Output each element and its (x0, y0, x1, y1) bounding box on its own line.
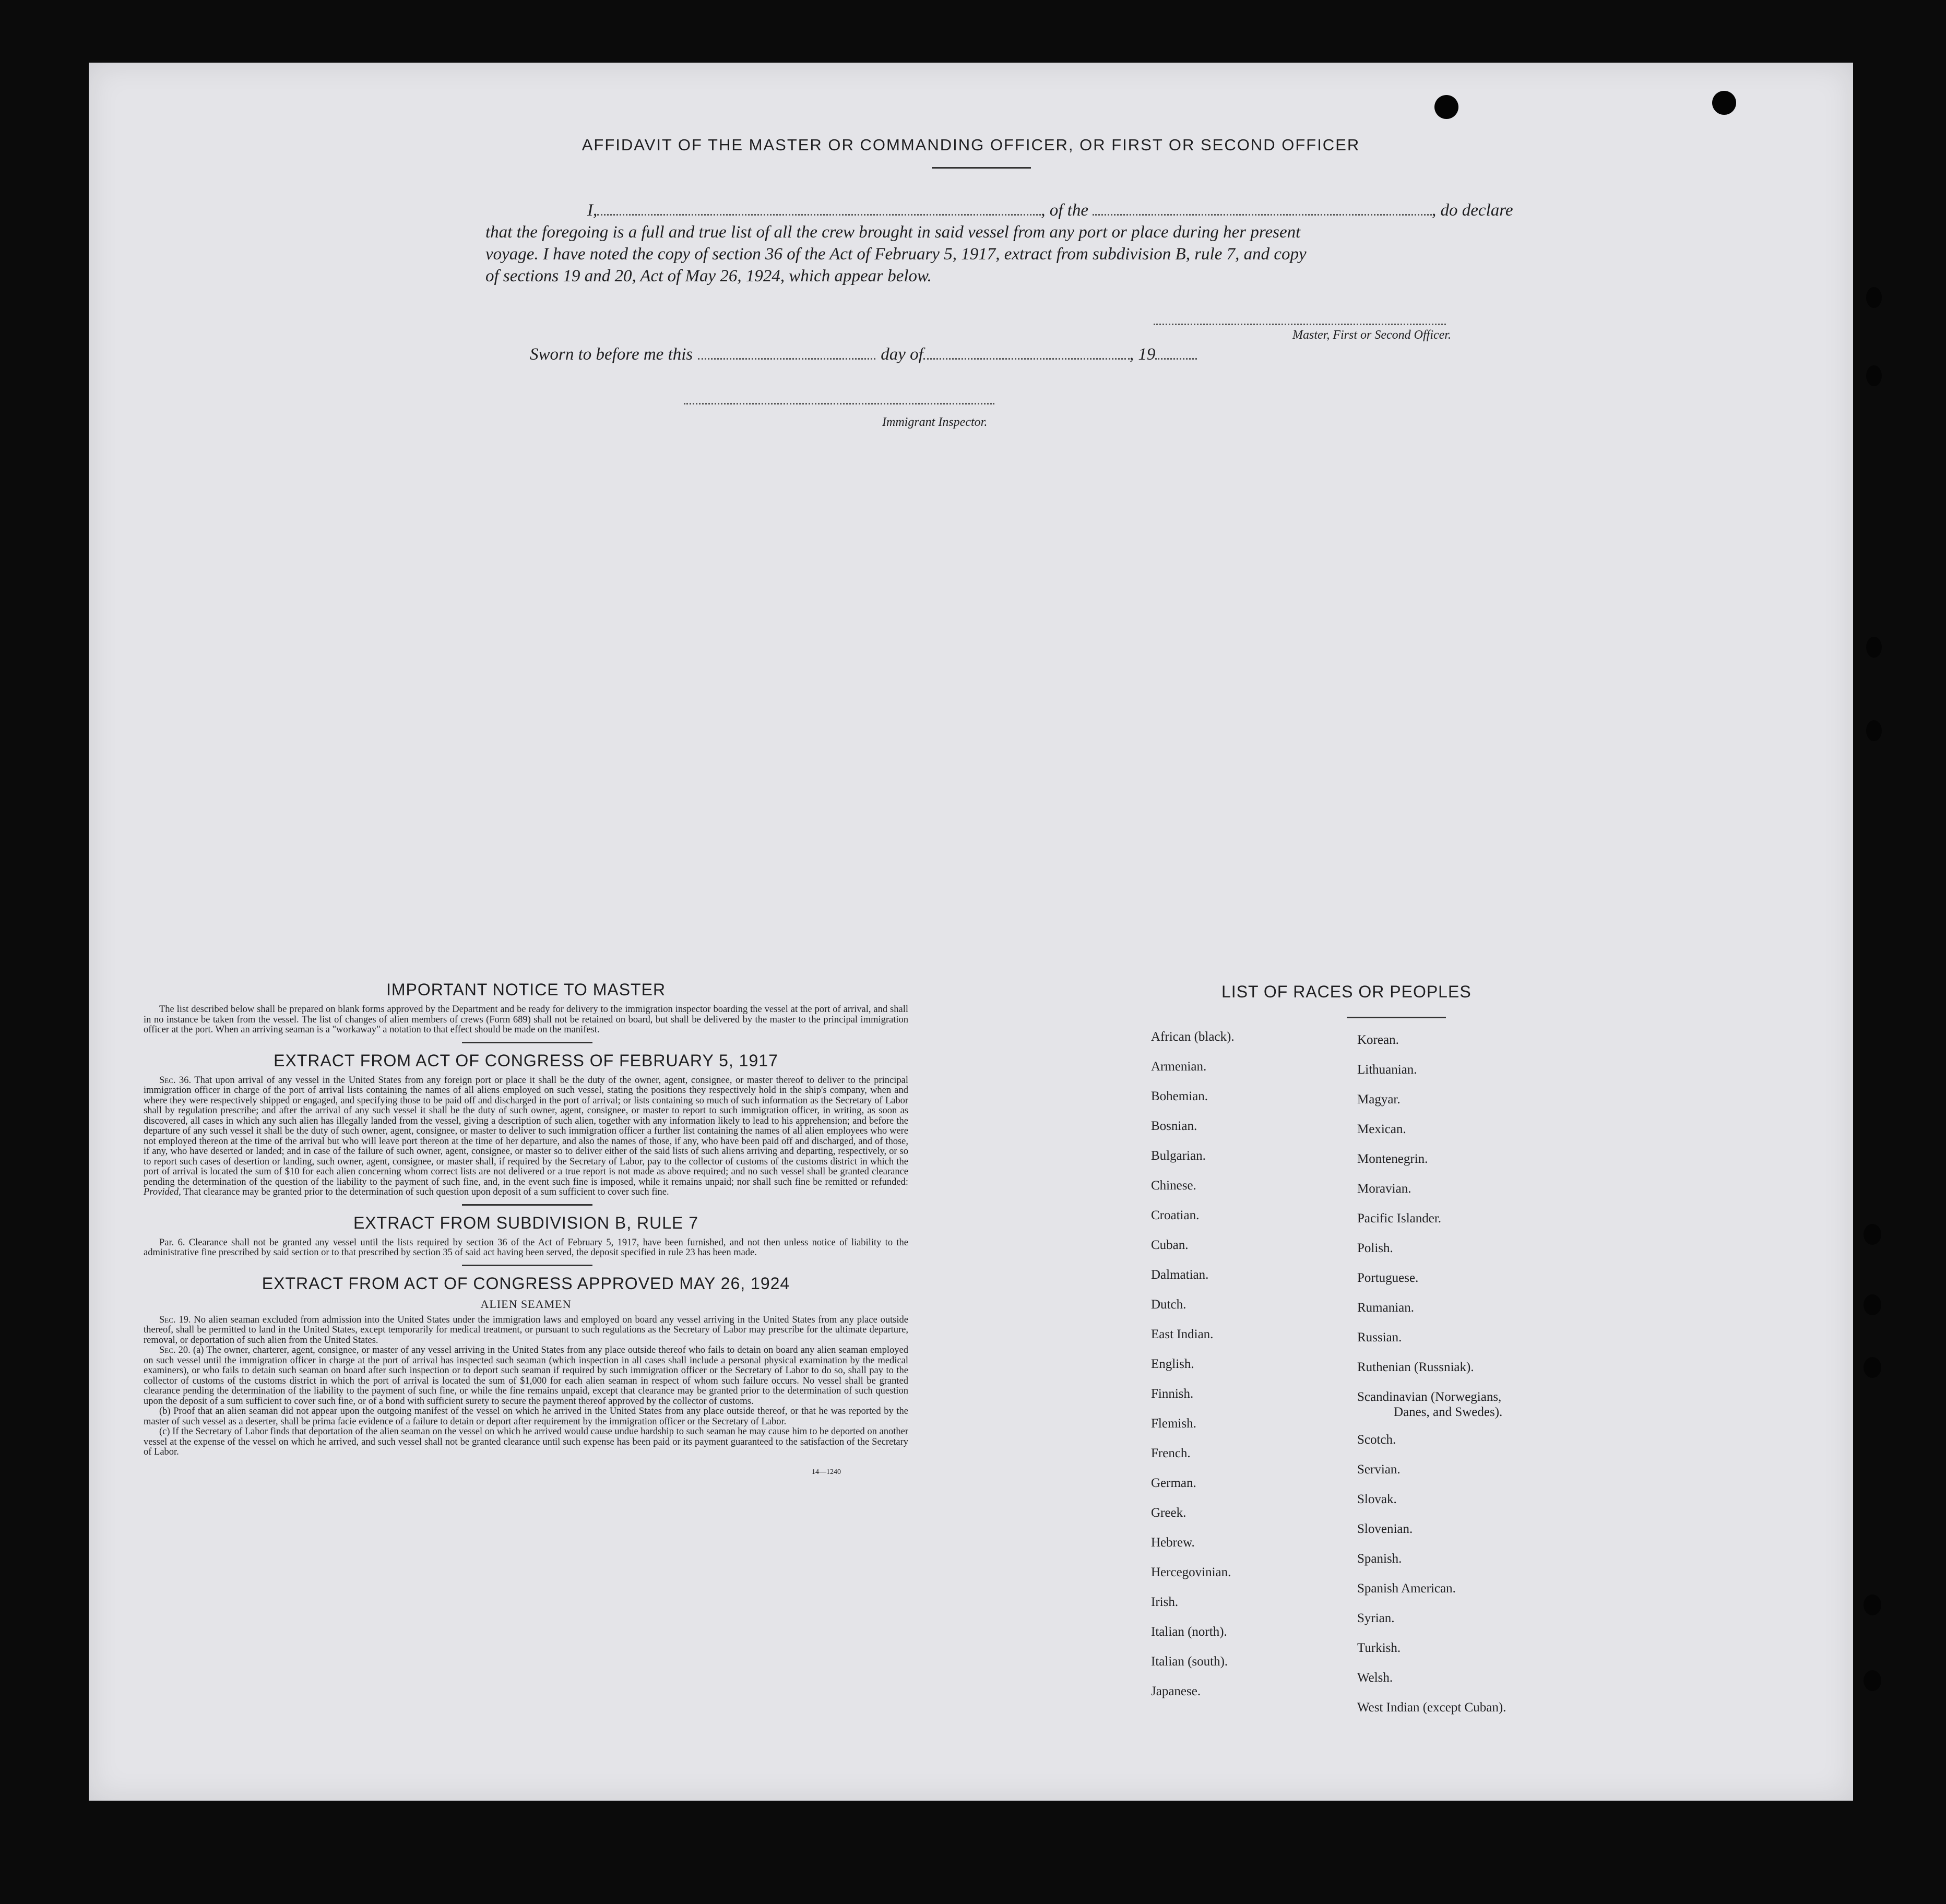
race-item: Moravian. (1357, 1182, 1411, 1196)
document-page (89, 63, 1853, 1801)
race-item: Turkish. (1357, 1641, 1401, 1655)
form-number: 14—1240 (812, 1468, 841, 1476)
race-item: Danes, and Swedes). (1394, 1405, 1503, 1419)
punch-hole (1866, 287, 1882, 308)
race-item: Finnish. (1151, 1387, 1194, 1401)
race-item: Bohemian. (1151, 1089, 1208, 1103)
race-item: Greek. (1151, 1506, 1186, 1520)
race-item: Italian (south). (1151, 1655, 1228, 1669)
races-title: LIST OF RACES OR PEOPLES (1221, 982, 1472, 1001)
divider (462, 1265, 592, 1266)
race-item: Mexican. (1357, 1122, 1406, 1136)
punch-hole (1866, 720, 1882, 741)
race-item: Flemish. (1151, 1417, 1196, 1431)
punch-hole (1864, 1294, 1881, 1315)
sworn-day-field[interactable] (698, 358, 875, 360)
section-19-paragraph (144, 1315, 908, 1346)
divider (1347, 1017, 1446, 1018)
punch-hole (1866, 637, 1882, 658)
race-item: Welsh. (1357, 1671, 1393, 1685)
punch-hole (1864, 1357, 1881, 1378)
race-item: Dutch. (1151, 1298, 1186, 1312)
punch-hole (1866, 365, 1882, 386)
extract-1924-text (144, 1315, 908, 1458)
notice-text: The list described below shall be prepared on blank forms approved by the Department and be ready for delivery to the immigration inspector boarding the vessel at the port of arrival, and shall in no instance be taken from the vessel. The list of changes of alien members of crews (Form 689) shall not be retained on board, but shall be delivered by the master to the principal immigration officer at the port. When an arriving seaman is a "workaway" a notation to that effect should be made on the manifest. (144, 1004, 908, 1035)
punch-hole (1864, 1670, 1881, 1691)
proviso-body: That clearance may be granted prior to the determination of such question upon deposit of a sum sufficient to cover such fine. (183, 1187, 669, 1197)
races-left-column (1151, 1029, 1349, 1713)
race-item: Bulgarian. (1151, 1149, 1206, 1163)
section-19-body: No alien seaman excluded from admission into the United States under the immigration laws and employed on board any vessel arriving in the United States from any place outside thereof, shall be permitted to land in the United States, except temporarily for medical treatment, or pursuant to such regulations as the Secretary of Labor may prescribe for the ultimate departure, removal, or deportation of such alien from the United States. (144, 1314, 909, 1346)
master-signature-block (1154, 324, 1451, 342)
race-item: Hercegovinian. (1151, 1565, 1231, 1579)
master-signature-label: Master, First or Second Officer. (1292, 328, 1451, 342)
declaration-line-1 (485, 199, 1571, 221)
alien-seamen-subtitle: ALIEN SEAMEN (480, 1297, 572, 1311)
day-of-label: day of (881, 345, 923, 364)
race-item: Italian (north). (1151, 1625, 1227, 1639)
extract-1917-text (144, 1076, 908, 1198)
inspector-label: Immigrant Inspector. (882, 415, 988, 429)
race-item: Spanish American. (1357, 1581, 1456, 1596)
declarant-prefix: I, (587, 201, 598, 220)
declarant-name-field[interactable] (597, 214, 1041, 216)
race-item: East Indian. (1151, 1327, 1214, 1341)
race-item: German. (1151, 1476, 1196, 1490)
section-20c-paragraph: (c) If the Secretary of Labor finds that deportation of the alien seaman on the vessel on which he arrived would cause undue hardship to such seaman he may cause him to be deported on another vessel at the expense of the vessel on which he arrived, and such vessel shall not be granted clearance until such expense has been paid or its payment guaranteed to the satisfaction of the Secretary of Labor. (144, 1426, 908, 1457)
race-item: Polish. (1357, 1241, 1393, 1255)
punch-hole (1864, 1224, 1881, 1245)
race-item: Scandinavian (Norwegians, (1357, 1390, 1502, 1404)
section-20a-paragraph (144, 1346, 908, 1407)
master-signature-field[interactable] (1154, 324, 1446, 325)
race-item: English. (1151, 1357, 1194, 1371)
section-19-label: Sec. 19. (159, 1314, 191, 1325)
race-item: Armenian. (1151, 1060, 1207, 1074)
vessel-name-field[interactable] (1093, 214, 1432, 216)
races-right-column (1357, 1032, 1629, 1715)
race-item: Slovak. (1357, 1492, 1397, 1506)
declaration-line-4: of sections 19 and 20, Act of May 26, 1924, which appear below. (485, 267, 932, 285)
section-20a-body: (a) The owner, charterer, agent, consignee, or master of any vessel arriving in the United States from any place outside thereof who fails to detain on board any alien seaman employed on such vessel until the immigration officer in charge at the port of arrival has inspected such seaman (which inspection in all cases shall include a personal physical examination by the medical examiners), or who fails to detain such seaman on board after such inspection or to deport such seaman if required by such immigration officer or the Secretary of Labor to do so, shall pay to the collector of customs of the customs district in which the port of arrival is located the sum of $1,000 for each alien seaman in respect of whom such failure occurs. No vessel shall be granted clearance pending the determination of the liability to the payment of such fine, or while the fine remains unpaid, except that clearance may be granted prior to the determination of such question upon the deposit of a sum sufficient to cover such fine, or of a bond with sufficient surety to secure the payment thereof approved by the collector of customs. (144, 1345, 909, 1407)
affidavit-declaration (485, 199, 1571, 287)
race-item: West Indian (except Cuban). (1357, 1700, 1506, 1715)
inspector-signature-field[interactable] (684, 403, 994, 404)
section-20-label: Sec. 20. (159, 1345, 191, 1355)
year-label: , 19 (1129, 345, 1156, 364)
extract-rule7-text: Par. 6. Clearance shall not be granted any vessel until the lists required by section 36 of the Act of February 5, 1917, have been furnished, and not then unless notice of liability to the administrative fine prescribed by said section or to that prescribed by section 35 of said act having been served, the deposit specified in rule 23 has been made. (144, 1237, 908, 1258)
punch-hole (1434, 95, 1458, 119)
race-item: Rumanian. (1357, 1301, 1415, 1315)
affidavit-title: AFFIDAVIT OF THE MASTER OR COMMANDING OFFICER, OR FIRST OR SECOND OFFICER (582, 136, 1360, 154)
race-item: Croatian. (1151, 1208, 1200, 1222)
race-item: Cuban. (1151, 1238, 1189, 1252)
sworn-line (530, 343, 1197, 365)
race-item: Hebrew. (1151, 1536, 1195, 1550)
declare-suffix: , do declare (1431, 201, 1513, 220)
declaration-line-2: that the foregoing is a full and true list of all the crew brought in said vessel from any port or place during her present (485, 223, 1301, 242)
race-item: Slovenian. (1357, 1522, 1413, 1536)
race-item: Korean. (1357, 1033, 1399, 1047)
divider (462, 1204, 592, 1206)
sworn-year-field[interactable] (1155, 358, 1197, 360)
race-item: French. (1151, 1446, 1191, 1460)
race-item: Lithuanian. (1357, 1063, 1417, 1077)
race-item: Magyar. (1357, 1092, 1401, 1106)
race-item: Syrian. (1357, 1611, 1395, 1625)
race-item: Pacific Islander. (1357, 1211, 1442, 1225)
proviso-label: Provided, (144, 1187, 181, 1197)
sworn-label: Sworn to before me this (530, 345, 693, 364)
race-item: Bosnian. (1151, 1119, 1197, 1133)
race-item: Spanish. (1357, 1552, 1402, 1566)
declaration-line-3: voyage. I have noted the copy of section 36 of the Act of February 5, 1917, extract from subdivision B, rule 7, and copy (485, 245, 1307, 264)
race-item: Servian. (1357, 1462, 1401, 1477)
section-20b-paragraph: (b) Proof that an alien seaman did not appear upon the outgoing manifest of the vessel on which he arrived in the United States from any place outside thereof, or that he was reported by the master of such vessel as a deserter, shall be prima facie evidence of a failure to detain or deport after requirement by the immigration officer or the Secretary of Labor. (144, 1406, 908, 1427)
divider (932, 167, 1031, 169)
notices-column (144, 980, 908, 1477)
race-item: Chinese. (1151, 1179, 1196, 1193)
section-36-label: Sec. 36. (159, 1075, 192, 1086)
race-item: Ruthenian (Russniak). (1357, 1360, 1474, 1374)
race-item: Russian. (1357, 1330, 1402, 1344)
affidavit-section (89, 136, 1853, 154)
notice-title: IMPORTANT NOTICE TO MASTER (386, 980, 666, 999)
vessel-prefix: , of the (1041, 201, 1088, 220)
sworn-month-field[interactable] (923, 358, 1130, 360)
divider (462, 1042, 592, 1043)
section-36-body: That upon arrival of any vessel in the United States from any foreign port or place it shall be the duty of the owner, agent, consignee, or master thereof to deliver to the principal immigration officer in charge of the port of arrival lists containing the names of all aliens employed on such vessel, stating the positions they respectively hold in the ship's company, when and where they were respectively shipped or engaged, and specifying those to be paid off and discharged in the port of arrival; or lists containing so much of such information as the Secretary of Labor shall by regulation prescribe; and after the arrival of any such vessel it shall be the duty of such owner, agent, consignee, or master to report to such immigration officer, in writing, as soon as discovered, all cases in which any such alien has illegally landed from the vessel, giving a description of such alien, together with any information likely to lead to his apprehension; and before the departure of any such vessel it shall be the duty of such owner, agent, consignee, or master to deliver to such immigration officer a further list containing the names of all alien employees who were not employed thereon at the time of the arrival but who will leave port thereon at the time of her departure, and also the names of those, if any, who have been paid off and discharged, and of those, if any, who have deserted or landed; and in case of the failure of such owner, agent, consignee, or master so to deliver either of the said lists of such aliens arriving and departing, respectively, or so to report such cases of desertion or landing, such owner, agent, consignee, or master shall, if required by the Secretary of Labor, pay to the collector of customs of the customs district in which the port of arrival is located the sum of $10 for each alien concerning whom correct lists are not delivered or a true report is not made as above required; and no such vessel shall be granted clearance pending the determination of the question of the liability to the payment of such fine, and, in the event such fine is imposed, while it remains unpaid; nor shall such fine be remitted or refunded: (144, 1075, 908, 1187)
race-item: Scotch. (1357, 1433, 1396, 1447)
extract-1917-title: EXTRACT FROM ACT OF CONGRESS OF FEBRUARY 5, 1917 (274, 1051, 778, 1070)
punch-hole (1864, 1594, 1881, 1615)
extract-1924-title: EXTRACT FROM ACT OF CONGRESS APPROVED MAY 26, 1924 (262, 1274, 790, 1293)
race-item: Montenegrin. (1357, 1152, 1428, 1166)
race-item: African (black). (1151, 1030, 1235, 1044)
race-item: Japanese. (1151, 1684, 1201, 1698)
race-item: Dalmatian. (1151, 1268, 1209, 1282)
race-item: Irish. (1151, 1595, 1179, 1609)
extract-rule7-title: EXTRACT FROM SUBDIVISION B, RULE 7 (353, 1213, 699, 1232)
punch-hole (1712, 91, 1736, 115)
race-item: Portuguese. (1357, 1271, 1419, 1285)
